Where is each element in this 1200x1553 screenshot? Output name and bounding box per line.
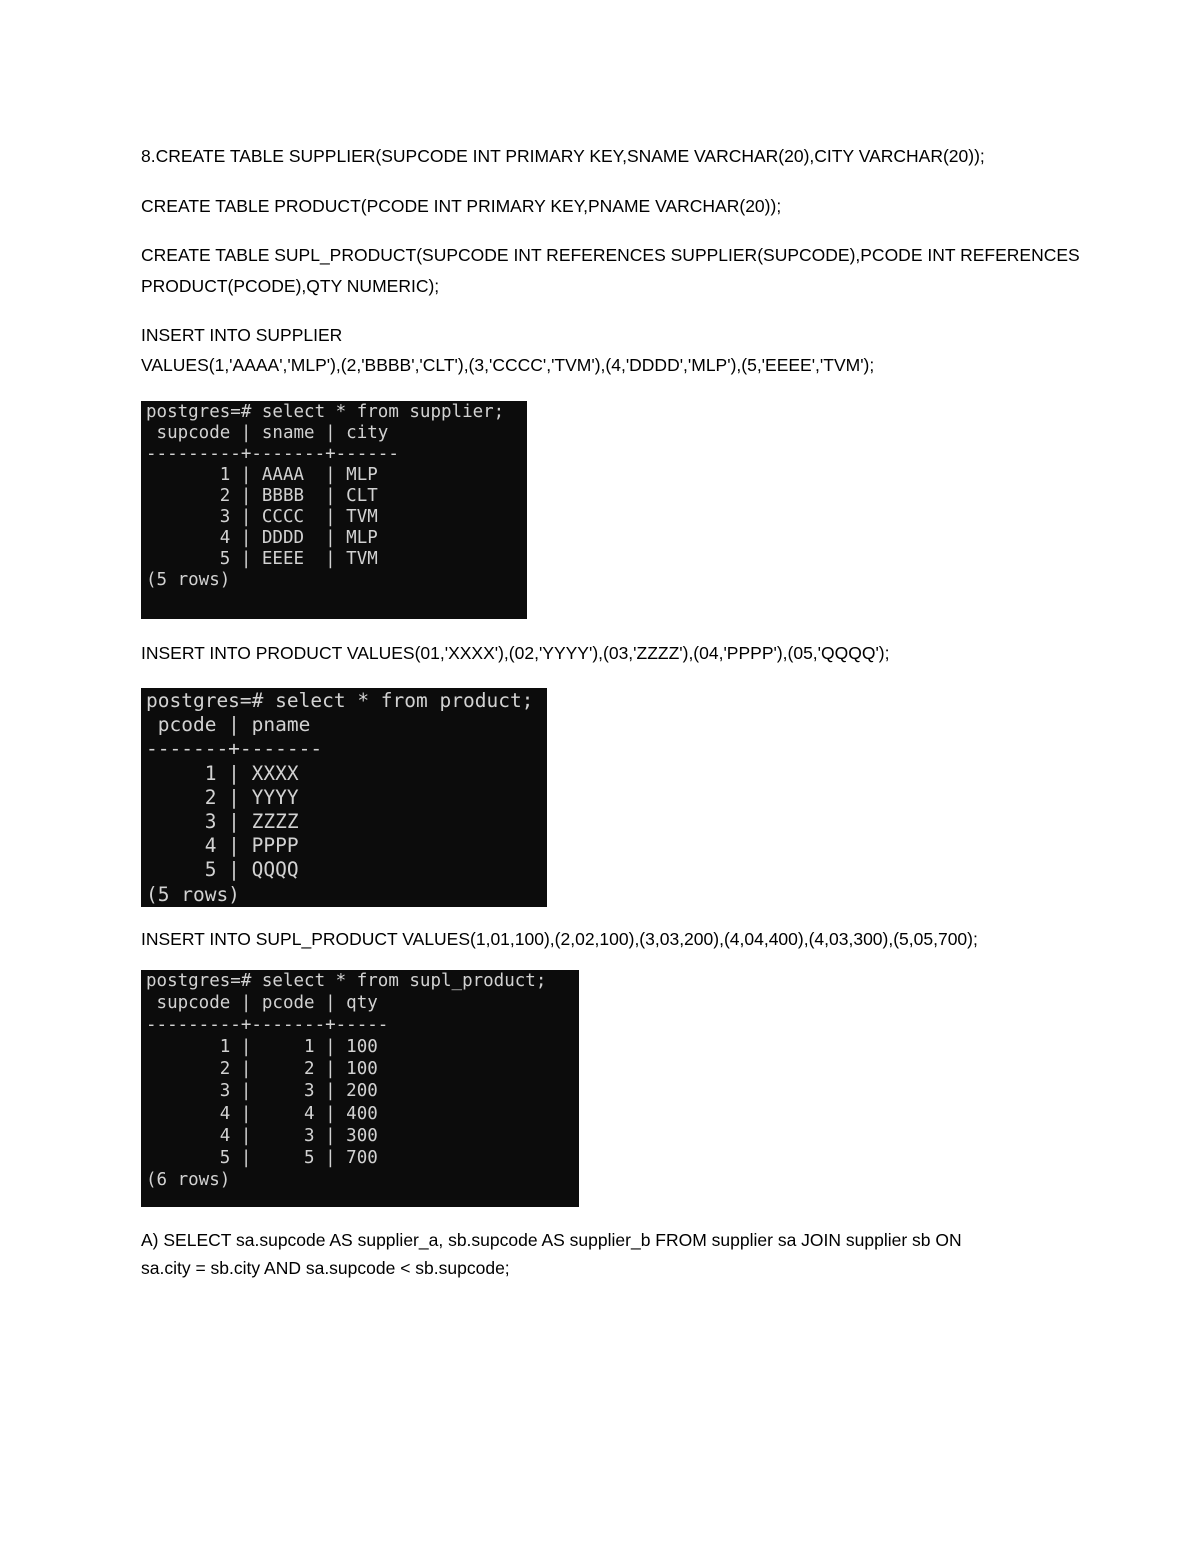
insert-supplier-statement-line2: VALUES(1,'AAAA','MLP'),(2,'BBBB','CLT'),(3,'CCCC','TVM'),(4,'DDDD','MLP'),(5,'EEEE','TVM'); [141, 355, 875, 375]
terminal-line: 2 | 2 | 100 [146, 1059, 378, 1080]
insert-product-statement: INSERT INTO PRODUCT VALUES(01,'XXXX'),(02,'YYYY'),(03,'ZZZZ'),(04,'PPPP'),(05,'QQQQ'); [141, 643, 890, 663]
insert-supplier-statement-line1: INSERT INTO SUPPLIER [141, 325, 343, 345]
terminal-line: supcode | pcode | qty [146, 993, 378, 1014]
terminal-line: (6 rows) [146, 1169, 231, 1190]
terminal-line: postgres=# select * from product; [146, 689, 534, 712]
terminal-line: 4 | DDDD | MLP [146, 528, 378, 548]
terminal-line: postgres=# select * from supplier; [146, 402, 505, 422]
terminal-line: 1 | XXXX [146, 761, 299, 785]
terminal-line: postgres=# select * from supl_product; [146, 971, 547, 991]
create-supl-product-statement-line2: PRODUCT(PCODE),QTY NUMERIC); [141, 276, 440, 296]
create-supplier-statement: 8.CREATE TABLE SUPPLIER(SUPCODE INT PRIMARY KEY,SNAME VARCHAR(20),CITY VARCHAR(20)); [141, 146, 985, 166]
terminal-line: ---------+-------+------ [146, 444, 399, 464]
terminal-line: 5 | EEEE | TVM [146, 549, 378, 569]
terminal-line: 4 | 4 | 400 [146, 1103, 378, 1124]
terminal-line: 2 | BBBB | CLT [146, 486, 378, 506]
terminal-line: 3 | ZZZZ [146, 810, 299, 834]
terminal-line: ---------+-------+----- [146, 1015, 389, 1036]
terminal-line: 4 | PPPP [146, 834, 299, 858]
terminal-line: pcode | pname [146, 713, 311, 737]
terminal-line: (5 rows) [146, 570, 231, 590]
query-a-line2: sa.city = sb.city AND sa.supcode < sb.supcode; [141, 1258, 510, 1278]
terminal-supplier-output [141, 401, 527, 619]
terminal-line: -------+------- [146, 737, 323, 761]
terminal-product-output [141, 688, 547, 907]
terminal-line: 3 | 3 | 200 [146, 1081, 378, 1102]
terminal-line: 2 | YYYY [146, 785, 299, 809]
terminal-line: 4 | 3 | 300 [146, 1125, 378, 1146]
terminal-line: 5 | 5 | 700 [146, 1147, 378, 1168]
insert-supl-product-statement: INSERT INTO SUPL_PRODUCT VALUES(1,01,100),(2,02,100),(3,03,200),(4,04,400),(4,03,300),(5,05,700); [141, 929, 978, 949]
create-supl-product-statement-line1: CREATE TABLE SUPL_PRODUCT(SUPCODE INT REFERENCES SUPPLIER(SUPCODE),PCODE INT REFERENCES [141, 245, 1080, 265]
create-product-statement: CREATE TABLE PRODUCT(PCODE INT PRIMARY KEY,PNAME VARCHAR(20)); [141, 196, 782, 216]
terminal-line: 1 | AAAA | MLP [146, 465, 378, 485]
terminal-supl-product-output [141, 970, 579, 1207]
terminal-line: supcode | sname | city [146, 423, 389, 443]
terminal-line: (5 rows) [146, 882, 240, 906]
terminal-line: 5 | QQQQ [146, 858, 299, 882]
query-a-line1: A) SELECT sa.supcode AS supplier_a, sb.supcode AS supplier_b FROM supplier sa JOIN supplier sb ON [141, 1230, 962, 1250]
terminal-line: 1 | 1 | 100 [146, 1037, 378, 1058]
terminal-line: 3 | CCCC | TVM [146, 507, 378, 527]
